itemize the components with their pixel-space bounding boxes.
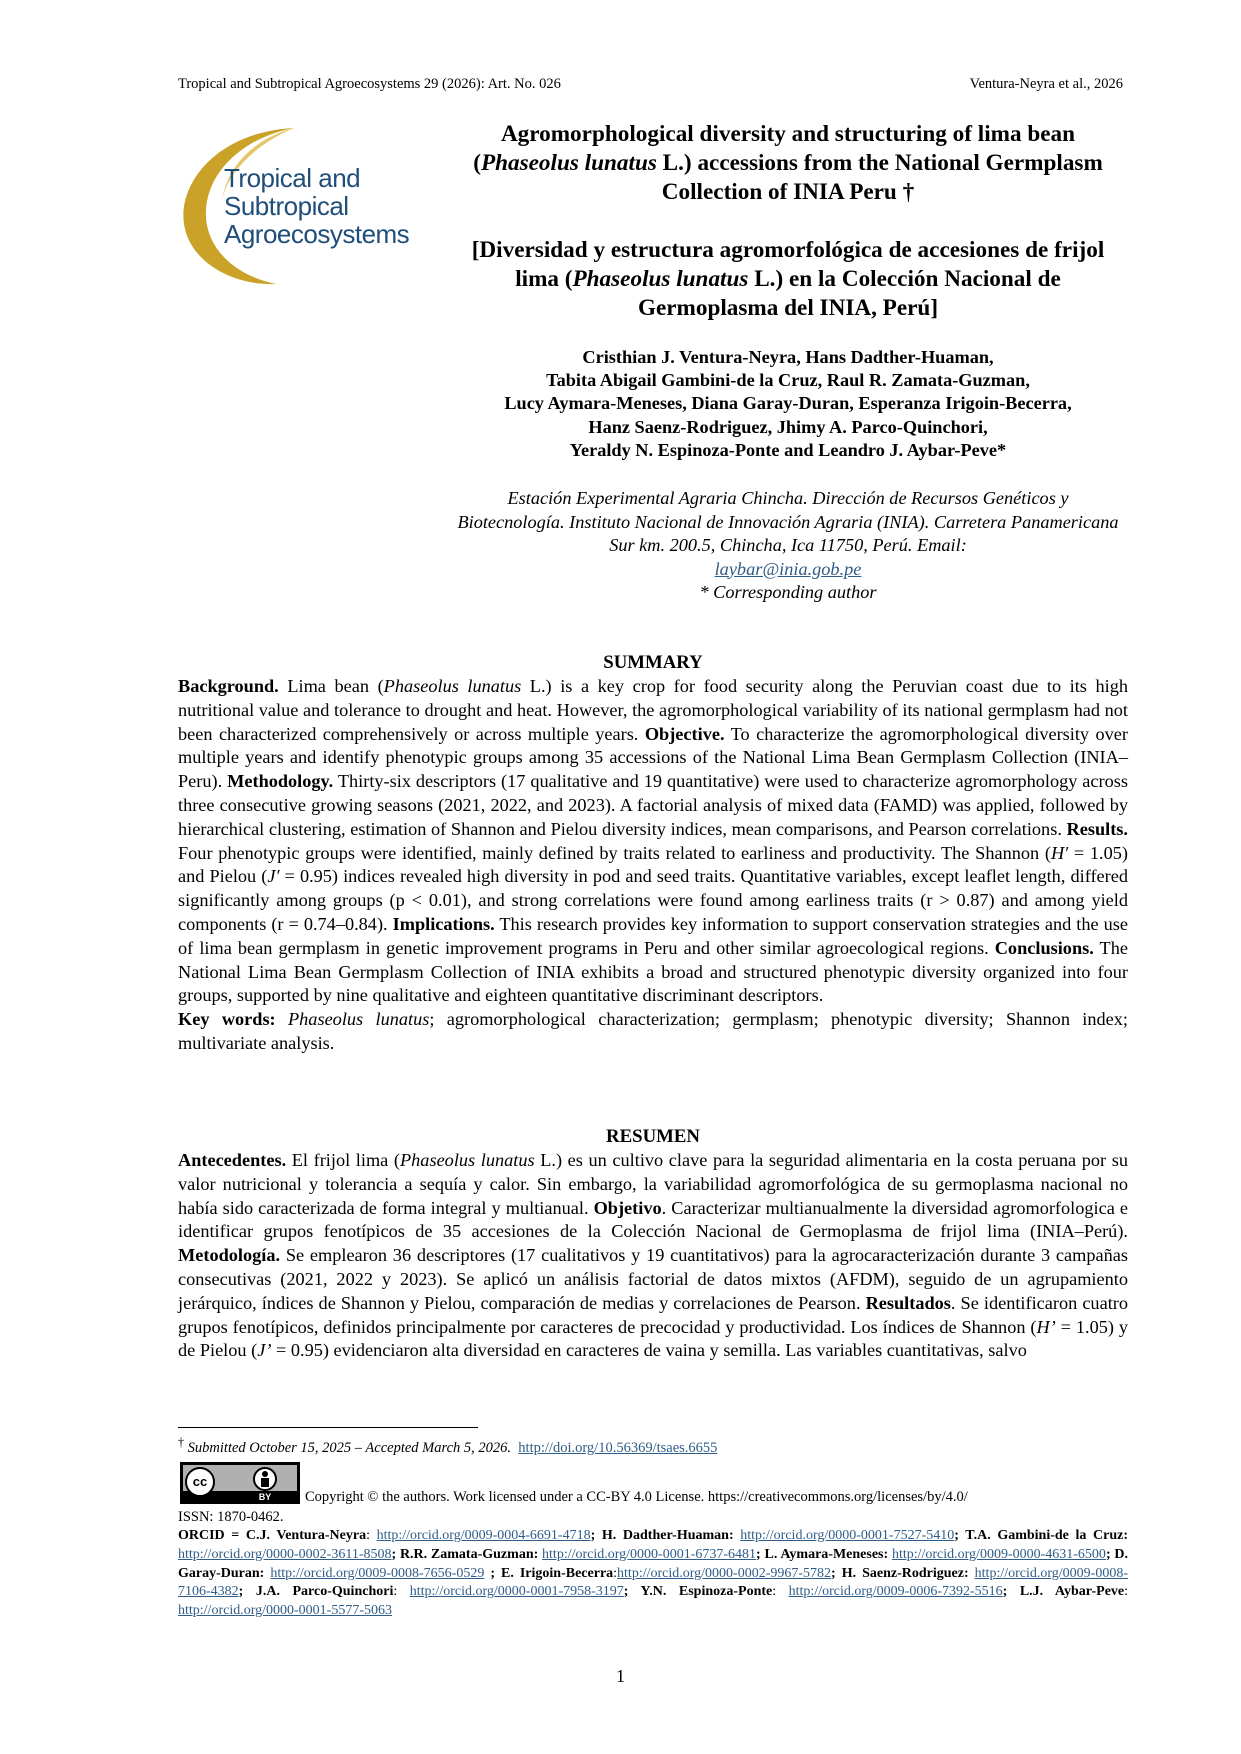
resumen-text: Antecedentes. El frijol lima (Phaseolus lunatus L.) es un cultivo clave para la seguridad alimentaria en la costa peruana por su valor nutricional y tolerancia a sequía y calor. Sin embargo, la variabilidad agromorfológica de su germoplasma nacional no había sido caracterizada de forma integral y multianual. Objetivo. Caracterizar multianualmente la diversidad agromorfologica e identificar grupos fenotípicos de 35 accesiones de la Colección Nacional de Germoplasma de frijol lima (INIA–Perú). Metodología. Se emplearon 36 descriptores (17 cualitativos y 19 cuantitativos) para la agrocaracterización durante 3 campañas consecutivas (2021, 2022 y 2023). Se aplicó un análisis factorial de datos mixtos (AFDM), seguido de un agrupamiento jerárquico, índices de Shannon y Pielou, comparación de medias y correlaciones de Pearson. Resultados. Se identificaron cuatro grupos fenotípicos, definidos principalmente por caracteres de precocidad y productividad. Los índices de Shannon (H’ = 1.05) y de Pielou (J’ = 0.95) evidenciaron alta diversidad en caracteres de vaina y semilla. Las variables cuantitativas, salvo bbox=[178, 1150, 1128, 1361]
author-line: Cristhian J. Ventura-Neyra, Hans Dadther-Huaman, bbox=[582, 347, 994, 367]
title-species: Phaseolus lunatus bbox=[480, 150, 657, 176]
resumen-heading: RESUMEN bbox=[606, 1126, 700, 1147]
title-english: Agromorphological diversity and structuring of lima bean (Phaseolus lunatus L.) accessions from the National Germplasm Collection of INIA Peru † bbox=[473, 121, 1103, 205]
footnote-divider bbox=[178, 1427, 478, 1428]
orcid-entry: ; Y.N. Espinoza-Ponte: http://orcid.org/0009-0006-7392-5516 bbox=[623, 1584, 1003, 1600]
author-line: Lucy Aymara-Meneses, Diana Garay-Duran, Esperanza Irigoin-Becerra, bbox=[504, 393, 1072, 414]
summary-heading: SUMMARY bbox=[603, 652, 703, 673]
orcid-link[interactable]: http://orcid.org/0009-0008-7656-0529 bbox=[270, 1565, 485, 1581]
attribution-person-icon bbox=[253, 1467, 277, 1491]
title-es-species: Phaseolus lunatus bbox=[572, 266, 749, 292]
corresponding-author-note: * Corresponding author bbox=[699, 582, 877, 602]
running-header-authors: Ventura-Neyra et al., 2026 bbox=[969, 76, 1123, 92]
orcid-entry: ; L. Aymara-Meneses: http://orcid.org/0009-0000-4631-6500 bbox=[756, 1546, 1106, 1562]
affiliation-text: Estación Experimental Agraria Chincha. Dirección de Recursos Genéticos y Biotecnología. Instituto Nacional de Innovación Agraria (INIA). Carretera Panamericana Sur km. 200.5, Chincha, Ica 11750, Perú. Email: bbox=[457, 488, 1119, 555]
logo-text-line1: Tropical and bbox=[224, 163, 361, 193]
cc-by-license-icon[interactable] bbox=[180, 1462, 300, 1504]
author-list bbox=[452, 346, 1124, 462]
page-number: 1 bbox=[616, 1666, 625, 1686]
orcid-link[interactable]: http://orcid.org/0000-0001-7958-3197 bbox=[409, 1584, 624, 1600]
orcid-entry: ; H. Saenz-Rodriguez: http://orcid.org/0009-0008-7106-4382 bbox=[178, 1565, 1129, 1600]
journal-logo bbox=[176, 124, 426, 289]
logo-text-line3: Agroecosystems bbox=[224, 219, 410, 249]
running-header-journal: Tropical and Subtropical Agroecosystems 29 (2026): Art. No. 026 bbox=[178, 76, 561, 92]
cc-icon: cc bbox=[185, 1467, 215, 1497]
orcid-entry: ; T.A. Gambini-de la Cruz: http://orcid.org/0000-0002-3611-8508 bbox=[178, 1528, 1129, 1562]
email-link[interactable]: laybar@inia.gob.pe bbox=[714, 558, 862, 579]
keywords: Key words: Phaseolus lunatus; agromorphological characterization; germplasm; phenotypic diversity; Shannon index; multivariate analysis. bbox=[178, 1009, 1128, 1053]
author-line: Yeraldy N. Espinoza-Ponte and Leandro J. Aybar-Peve* bbox=[569, 439, 1007, 460]
orcid-link[interactable]: http://orcid.org/0000-0001-7527-5410 bbox=[740, 1528, 955, 1543]
issn: ISSN: 1870-0462. bbox=[178, 1509, 284, 1525]
orcid-entry: ; R.R. Zamata-Guzman: http://orcid.org/0000-0001-6737-6481 bbox=[391, 1546, 757, 1562]
orcid-link[interactable]: http://orcid.org/0009-0004-6691-4718 bbox=[376, 1528, 591, 1543]
orcid-link[interactable]: http://orcid.org/0000-0002-9967-5782 bbox=[617, 1565, 832, 1581]
orcid-entry: ; H. Dadther-Huaman: http://orcid.org/0000-0001-7527-5410 bbox=[590, 1528, 955, 1543]
submission-footnote: † Submitted October 15, 2025 – Accepted March 5, 2026. http://doi.org/10.56369/tsaes.6655 bbox=[178, 1435, 718, 1456]
orcid-link[interactable]: http://orcid.org/0000-0001-6737-6481 bbox=[542, 1546, 757, 1562]
affiliation bbox=[452, 487, 1124, 605]
orcid-entry: ; J.A. Parco-Quinchori: http://orcid.org/0000-0001-7958-3197 bbox=[238, 1584, 624, 1600]
orcid-entry: ; E. Irigoin-Becerra:http://orcid.org/0000-0002-9967-5782 bbox=[484, 1565, 832, 1581]
doi-link[interactable]: http://doi.org/10.56369/tsaes.6655 bbox=[518, 1439, 718, 1456]
logo-text-line2: Subtropical bbox=[224, 191, 349, 221]
orcid-entry: ; L.J. Aybar-Peve: http://orcid.org/0000-0001-5577-5063 bbox=[178, 1584, 1129, 1619]
orcid-link[interactable]: http://orcid.org/0009-0000-4631-6500 bbox=[891, 1546, 1106, 1562]
author-line: Tabita Abigail Gambini-de la Cruz, Raul R. Zamata-Guzman, bbox=[546, 370, 1030, 391]
orcid-list bbox=[178, 1527, 1128, 1621]
orcid-link[interactable]: http://orcid.org/0000-0002-3611-8508 bbox=[178, 1546, 392, 1562]
orcid-entry: ; D. Garay-Duran: http://orcid.org/0009-0008-7656-0529 bbox=[178, 1546, 1129, 1581]
license-text: Copyright © the authors. Work licensed under a CC-BY 4.0 License. https://creativecommons.org/licenses/by/4.0/ bbox=[305, 1489, 968, 1505]
orcid-link[interactable]: http://orcid.org/0009-0006-7392-5516 bbox=[788, 1584, 1003, 1600]
orcid-entry: ORCID = C.J. Ventura-Neyra: http://orcid.org/0009-0004-6691-4718 bbox=[178, 1528, 591, 1543]
summary-text: Background. Lima bean (Phaseolus lunatus L.) is a key crop for food security along the Peruvian coast due to its high nutritional value and tolerance to drought and heat. However, the agromorphological variability of its national germplasm had not been characterized comprehensively or across multiple years. Objective. To characterize the agromorphological diversity over multiple years and identify phenotypic groups among 35 accessions of the National Lima Bean Germplasm Collection (INIA–Peru). Methodology. Thirty-six descriptors (17 qualitative and 19 quantitative) were used to characterize agromorphology across three consecutive growing seasons (2021, 2022, and 2023). A factorial analysis of mixed data (FAMD) was applied, followed by hierarchical clustering, estimation of Shannon and Pielou diversity indices, mean comparisons, and Pearson correlations. Results. Four phenotypic groups were identified, mainly defined by traits related to earliness and productivity. The Shannon (H′ = 1.05) and Pielou (J′ = 0.95) indices revealed high diversity in pod and seed traits. Quantitative variables, except leaflet length, differed significantly among groups (p < 0.01), and strong correlations were found among earliness traits (r > 0.87) and among yield components (r = 0.74–0.84). Implications. This research provides key information to support conservation strategies and the use of lima bean germplasm in genetic improvement programs in Peru and other similar agroecological regions. Conclusions. The National Lima Bean Germplasm Collection of INIA exhibits a broad and structured phenotypic diversity organized into four groups, supported by nine qualitative and eighteen quantitative discriminant descriptors. Key words: Phaseolus lunatus; agromorphological characterization; germplasm; phenotypic diversity; Shannon index; multivariate analysis. bbox=[178, 676, 1129, 1053]
by-label: BY bbox=[258, 1492, 272, 1502]
orcid-link[interactable]: http://orcid.org/0009-0008-7106-4382 bbox=[178, 1565, 1129, 1600]
orcid-link[interactable]: http://orcid.org/0000-0001-5577-5063 bbox=[178, 1603, 392, 1619]
title-spanish: [Diversidad y estructura agromorfológica de accesiones de frijol lima (Phaseolus lunatus L.) en la Colección Nacional de Germoplasma del INIA, Perú] bbox=[471, 237, 1105, 321]
author-line: Hanz Saenz-Rodriguez, Jhimy A. Parco-Quinchori, bbox=[588, 416, 988, 437]
